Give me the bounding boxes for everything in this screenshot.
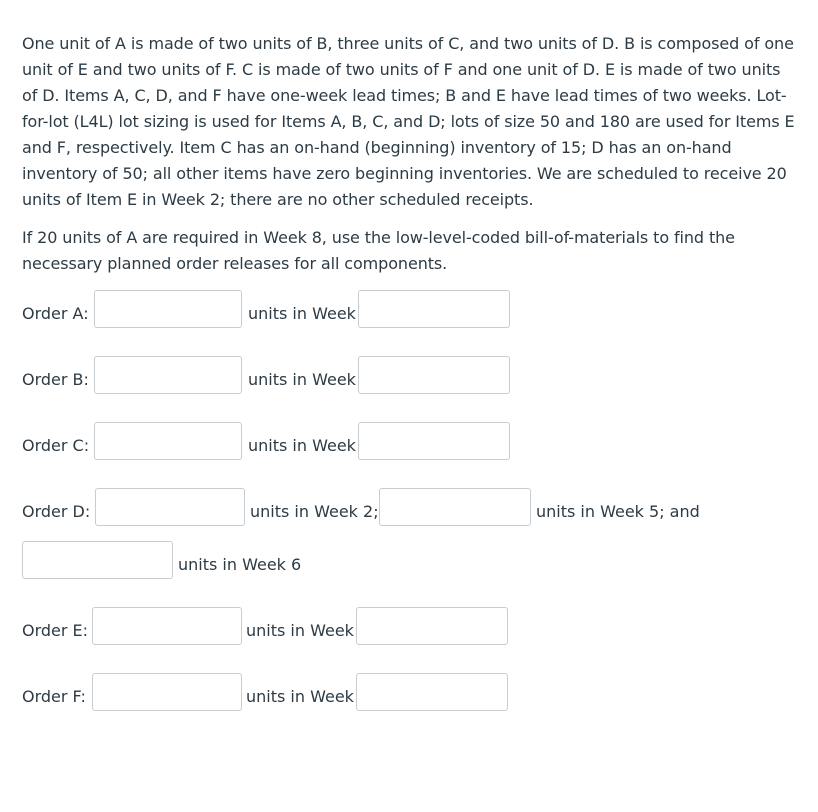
order-a-quantity-input[interactable] [94, 290, 242, 328]
order-d-label: Order D: [22, 502, 91, 521]
order-b-units-text: units in Week [248, 370, 356, 389]
order-c-label: Order C: [22, 436, 90, 455]
order-a-units-text: units in Week [248, 304, 356, 323]
problem-question: If 20 units of A are required in Week 8, use the low-level-coded bill-of-materials to find the necessary planned order releases for all components. [22, 228, 735, 273]
order-d-week-5-text: units in Week 5; and [536, 502, 700, 521]
order-c-units-text: units in Week [248, 436, 356, 455]
order-d-quantity-3-input[interactable] [22, 541, 173, 579]
order-e-week-input[interactable] [356, 607, 508, 645]
order-c-quantity-input[interactable] [94, 422, 242, 460]
order-d-week-2-text: units in Week 2; [250, 502, 379, 521]
order-f-week-input[interactable] [356, 673, 508, 711]
order-b-week-input[interactable] [358, 356, 510, 394]
order-a-label: Order A: [22, 304, 89, 323]
order-e-quantity-input[interactable] [92, 607, 242, 645]
order-a-week-input[interactable] [358, 290, 510, 328]
order-f-label: Order F: [22, 687, 86, 706]
order-f-units-text: units in Week [246, 687, 354, 706]
order-c-week-input[interactable] [358, 422, 510, 460]
order-f-quantity-input[interactable] [92, 673, 242, 711]
order-b-quantity-input[interactable] [94, 356, 242, 394]
order-b-label: Order B: [22, 370, 89, 389]
order-e-label: Order E: [22, 621, 89, 640]
order-e-units-text: units in Week [246, 621, 354, 640]
order-d-quantity-2-input[interactable] [379, 488, 531, 526]
order-d-quantity-1-input[interactable] [95, 488, 245, 526]
problem-statement: One unit of A is made of two units of B, three units of C, and two units of D. B is composed of one unit of E and two units of F. C is made of two units of F and one unit of D. E is made of two units of D. Items A, C, D, and F have one-week lead times; B and E have lead times of two weeks. Lot-for-lot (L4L) lot sizing is used for Items A, B, C, and D; lots of size 50 and 180 are used for Items E and F, respectively. Item C has an on-hand (beginning) inventory of 15; D has an on-hand inventory of 50; all other items have zero beginning inventories. We are scheduled to receive 20 units of Item E in Week 2; there are no other scheduled receipts. [22, 34, 795, 209]
order-d-week-6-text: units in Week 6 [178, 555, 302, 574]
